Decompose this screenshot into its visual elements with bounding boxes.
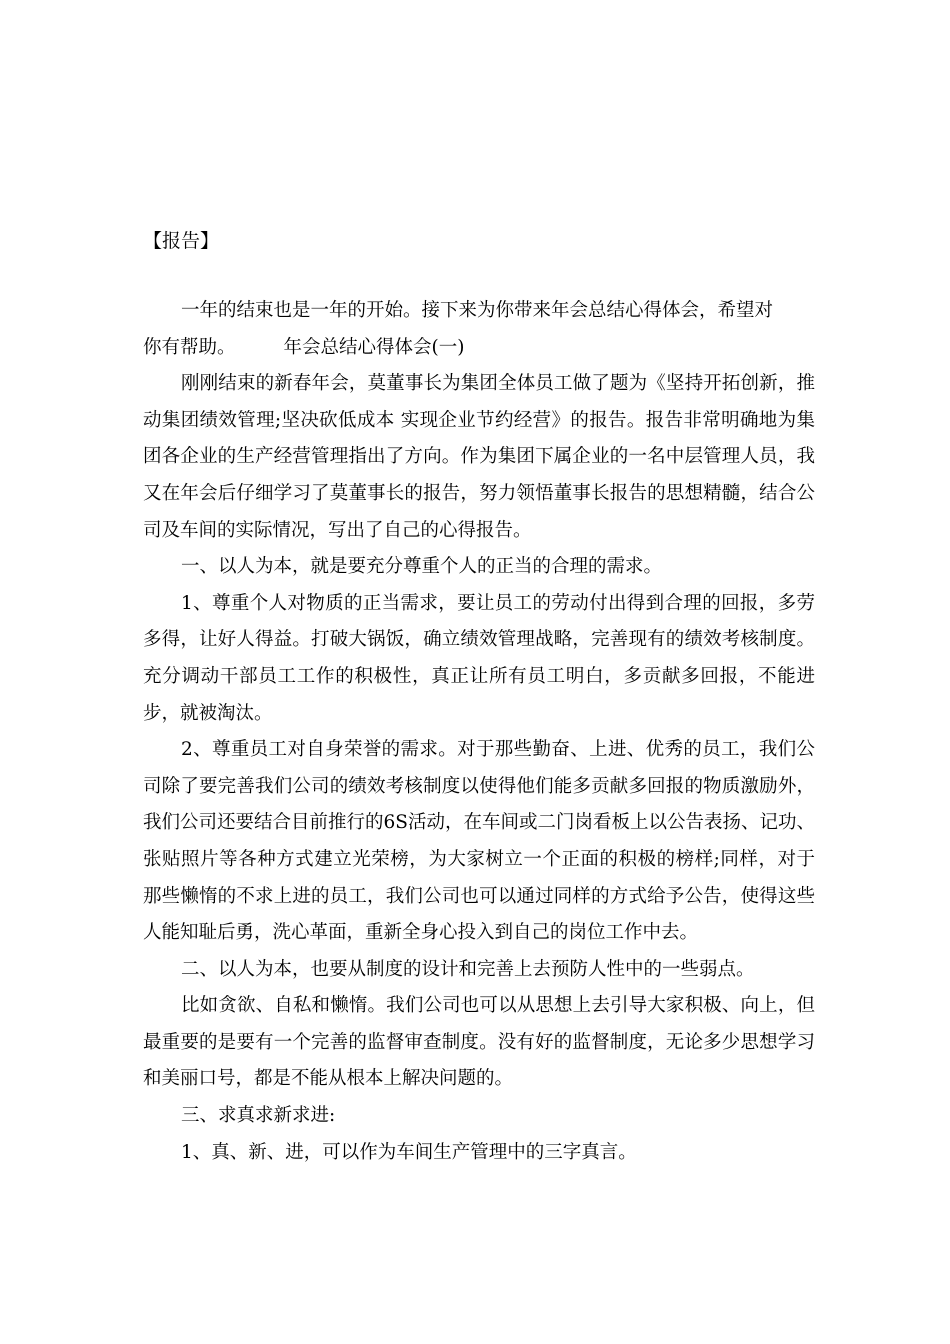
paragraph-point-2-detail: 比如贪欲、自私和懒惰。我们公司也可以从思想上去引导大家积极、向上，但最重要的是要有一个完善的监督审查制度。没有好的监督制度，无论多少思想学习和美丽口号，都是不能从根本上解决问题的。 (143, 995, 815, 1090)
document-body (143, 293, 815, 1171)
paragraph-point-1-2: 2、尊重员工对自身荣誉的需求。对于那些勤奋、上进、优秀的员工，我们公司除了要完善我们公司的绩效考核制度以使得他们能多贡献多回报的物质激励外，我们公司还要结合目前推行的6S活动，在车间或二门岗看板上以公告表扬、记功、张贴照片等各种方式建立光荣榜，为大家树立一个正面的积极的榜样;同样，对于那些懒惰的不求上进的员工，我们公司也可以通过同样的方式给予公告，使得这些人能知耻后勇，洗心革面，重新全身心投入到自己的岗位工作中去。 (143, 739, 815, 944)
intro-line-1: 一年的结束也是一年的开始。接下来为你带来年会总结心得体会，希望对 (181, 300, 774, 321)
section-title: 年会总结心得体会(一) (283, 336, 465, 358)
paragraph-point-3: 三、求真求新求进: (181, 1105, 336, 1127)
paragraph-point-1-1: 1、尊重个人对物质的正当需求，要让员工的劳动付出得到合理的回报，多劳多得，让好人得益。打破大锅饭，确立绩效管理战略，完善现有的绩效考核制度。充分调动干部员工工作的积极性，真正让所有员工明白，多贡献多回报，不能进步，就被淘汰。 (143, 592, 815, 724)
paragraph-point-2: 二、以人为本，也要从制度的设计和完善上去预防人性中的一些弱点。 (181, 958, 755, 980)
intro-line-2 (143, 330, 815, 367)
paragraph-point-3-1: 1、真、新、进，可以作为车间生产管理中的三字真言。 (181, 1141, 637, 1163)
intro-line-2-text: 你有帮助。 (143, 336, 236, 358)
report-heading: 【报告】 (143, 230, 220, 252)
paragraph-point-1: 一、以人为本，就是要充分尊重个人的正当的合理的需求。 (181, 556, 663, 578)
paragraph-opening: 刚刚结束的新春年会，莫董事长为集团全体员工做了题为《坚持开拓创新，推动集团绩效管理;坚决砍低成本 实现企业节约经营》的报告。报告非常明确地为集团各企业的生产经营管理指出了方向。作为集团下属企业的一名中层管理人员，我又在年会后仔细学习了莫董事长的报告，努力领悟董事长报告的思想精髓，结合公司及车间的实际情况，写出了自己的心得报告。 (143, 373, 815, 541)
